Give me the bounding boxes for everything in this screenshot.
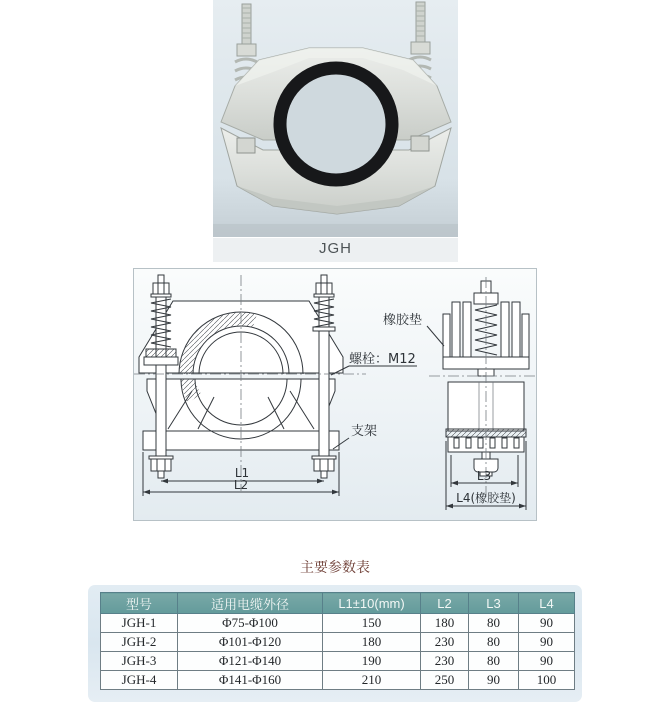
photo-shadow — [213, 224, 458, 237]
cell-l1: 210 — [323, 671, 421, 690]
cell-l4: 90 — [519, 614, 575, 633]
technical-drawing-panel — [133, 268, 537, 521]
cell-l4: 100 — [519, 671, 575, 690]
front-view-drawing — [134, 275, 366, 496]
table-row — [101, 614, 575, 633]
leader-lines — [331, 326, 444, 449]
cell-l2: 230 — [421, 633, 469, 652]
header-l4: L4 — [519, 593, 575, 614]
cell-l2: 180 — [421, 614, 469, 633]
rubber-ring — [280, 68, 392, 180]
table-row — [101, 633, 575, 652]
cell-l3: 80 — [469, 652, 519, 671]
params-table — [100, 592, 575, 690]
table-row — [101, 671, 575, 690]
cell-cable-od: Φ75-Φ100 — [178, 614, 323, 633]
table-title: 主要参数表 — [300, 559, 370, 575]
dim-l2-label: L2 — [233, 478, 249, 492]
bolt-spec-label: 螺栓：M12 — [349, 352, 416, 367]
header-cable-od: 适用电缆外径 — [178, 593, 323, 614]
technical-drawing — [134, 269, 536, 520]
cell-l3: 90 — [469, 671, 519, 690]
cell-l4: 90 — [519, 652, 575, 671]
product-photo-panel — [213, 0, 458, 262]
cell-model: JGH-4 — [101, 671, 178, 690]
cell-l2: 230 — [421, 652, 469, 671]
cell-cable-od: Φ141-Φ160 — [178, 671, 323, 690]
cell-model: JGH-2 — [101, 633, 178, 652]
header-l1: L1±10(mm) — [323, 593, 421, 614]
photo-caption: JGH — [213, 238, 458, 262]
dim-l1-label: L1 — [234, 466, 250, 480]
cell-model: JGH-3 — [101, 652, 178, 671]
dim-l3-label: L3 — [476, 469, 492, 483]
table-row — [101, 652, 575, 671]
rubber-pad-label: 橡胶垫 — [383, 313, 423, 328]
table-header-row — [101, 593, 575, 614]
header-l3: L3 — [469, 593, 519, 614]
cell-l3: 80 — [469, 614, 519, 633]
cell-l3: 80 — [469, 633, 519, 652]
header-model: 型号 — [101, 593, 178, 614]
cell-cable-od: Φ121-Φ140 — [178, 652, 323, 671]
header-l2: L2 — [421, 593, 469, 614]
cell-model: JGH-1 — [101, 614, 178, 633]
cell-l4: 90 — [519, 633, 575, 652]
cell-l1: 180 — [323, 633, 421, 652]
product-photo — [213, 0, 458, 262]
dim-l4-label: L4(橡胶垫) — [456, 491, 516, 505]
cell-l1: 150 — [323, 614, 421, 633]
cell-l1: 190 — [323, 652, 421, 671]
cell-l2: 250 — [421, 671, 469, 690]
cell-cable-od: Φ101-Φ120 — [178, 633, 323, 652]
bracket-label: 支架 — [351, 424, 378, 439]
